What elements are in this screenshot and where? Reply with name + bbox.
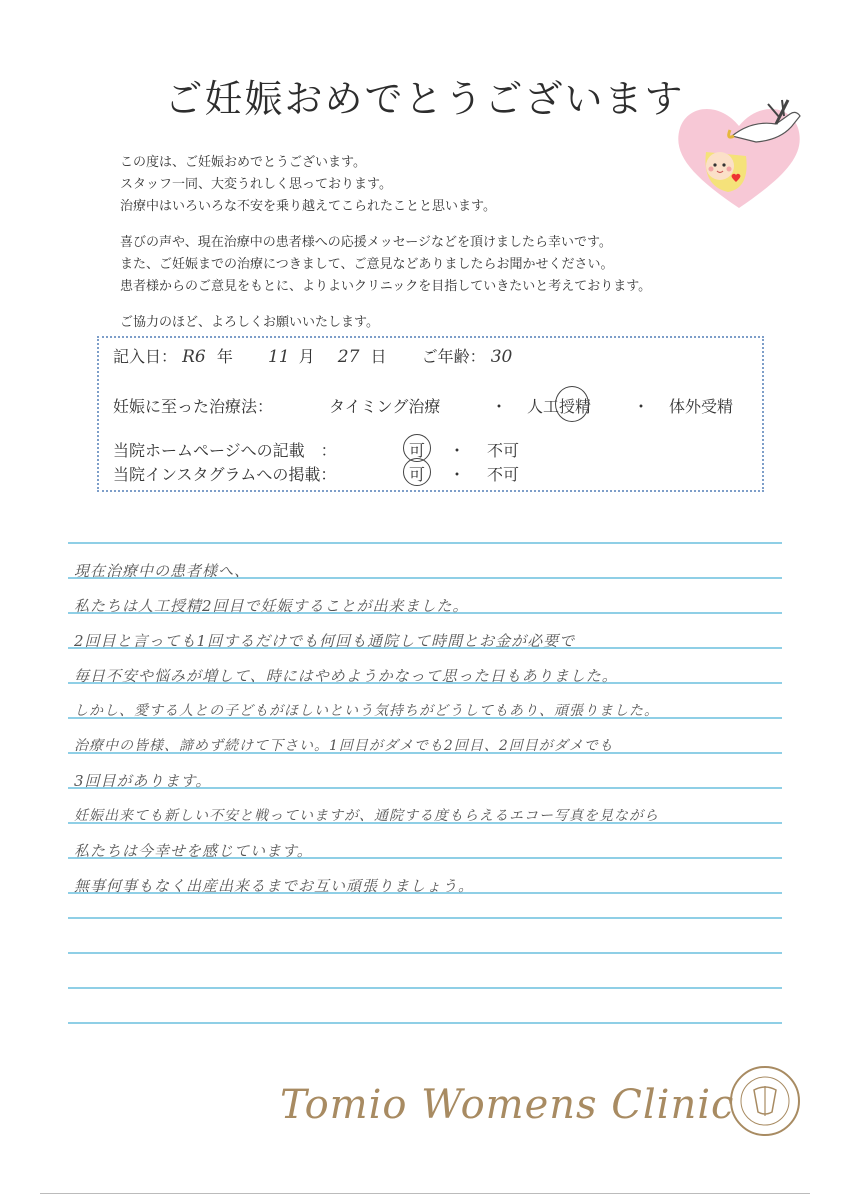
bottom-divider — [40, 1193, 810, 1194]
intro-line: 喜びの声や、現在治療中の患者様への応援メッセージなどを頂けましたら幸いです。 — [120, 235, 612, 250]
message-line: しかし、愛する人との子どもがほしいという気持ちがどうしてもあり、頑張りました。 — [74, 703, 659, 719]
message-line: 無事何事もなく出産出来るまでお互い頑張りましょう。 — [74, 877, 475, 895]
message-line: 私たちは今幸せを感じています。 — [74, 842, 313, 860]
day-value[interactable]: 27 — [337, 347, 360, 367]
separator: ・ — [491, 397, 508, 416]
homepage-permit-no[interactable]: 不可 — [487, 441, 520, 460]
month-unit: 月 — [298, 347, 315, 366]
option-artificial-insemination[interactable]: 人工授精 — [527, 397, 592, 416]
message-line: 治療中の皆様、諦めず続けて下さい。1回目がダメでも2回目、2回目がダメでも — [74, 738, 614, 754]
homepage-permit-yes[interactable]: 可 — [409, 441, 426, 460]
homepage-label: 当院ホームページへの記載 ： — [113, 441, 337, 460]
day-unit: 日 — [370, 347, 387, 366]
rule-line — [68, 1022, 782, 1024]
intro-line: 治療中はいろいろな不安を乗り越えてこられたことと思います。 — [120, 199, 496, 214]
page-title: ご妊娠おめでとうございます — [164, 77, 685, 121]
message-line: 3回目があります。 — [74, 772, 212, 790]
intro-line: 患者様からのご意見をもとに、よりよいクリニックを目指していきたいと考えております。 — [120, 279, 652, 294]
message-line: 私たちは人工授精2回目で妊娠することが出来ました。 — [74, 597, 469, 615]
clinic-name: Tomio Womens Clinic — [280, 1082, 735, 1128]
intro-line: ご協力のほど、よろしくお願いいたします。 — [120, 315, 379, 330]
message-line: 現在治療中の患者様へ、 — [74, 562, 251, 580]
message-line: 毎日不安や悩みが増して、時にはやめようかなって思った日もありました。 — [74, 667, 618, 685]
month-value[interactable]: 11 — [267, 347, 290, 367]
intro-line: スタッフ一同、大変うれしく思っております。 — [120, 177, 392, 192]
instagram-permit-no[interactable]: 不可 — [487, 465, 520, 484]
rule-line — [68, 917, 782, 919]
rule-line — [68, 542, 782, 544]
date-label: 記入日： — [113, 347, 178, 366]
age-value[interactable]: 30 — [490, 347, 513, 367]
intro-line: また、ご妊娠までの治療につきまして、ご意見などありましたらお聞かせください。 — [120, 257, 614, 272]
option-timing[interactable]: タイミング治療 — [329, 397, 441, 416]
separator: ・ — [633, 397, 650, 416]
instagram-permit-yes[interactable]: 可 — [409, 465, 426, 484]
rule-line — [68, 987, 782, 989]
era-value[interactable]: R6 — [182, 347, 206, 367]
separator: ・ — [449, 441, 466, 460]
intro-line: この度は、ご妊娠おめでとうございます。 — [120, 155, 366, 170]
option-ivf[interactable]: 体外受精 — [669, 397, 734, 416]
instagram-label: 当院インスタグラムへの掲載： — [113, 465, 337, 484]
treatment-label: 妊娠に至った治療法： — [113, 397, 274, 416]
message-line: 妊娠出来ても新しい不安と戦っていますが、通院する度もらえるエコー写真を見ながら — [74, 808, 659, 824]
age-label: ご年齢： — [421, 347, 486, 366]
clinic-seal-logo — [728, 1064, 802, 1138]
rule-line — [68, 952, 782, 954]
separator: ・ — [449, 465, 466, 484]
year-unit: 年 — [216, 347, 233, 366]
message-line: 2回目と言っても1回するだけでも何回も通院して時間とお金が必要で — [74, 632, 576, 650]
